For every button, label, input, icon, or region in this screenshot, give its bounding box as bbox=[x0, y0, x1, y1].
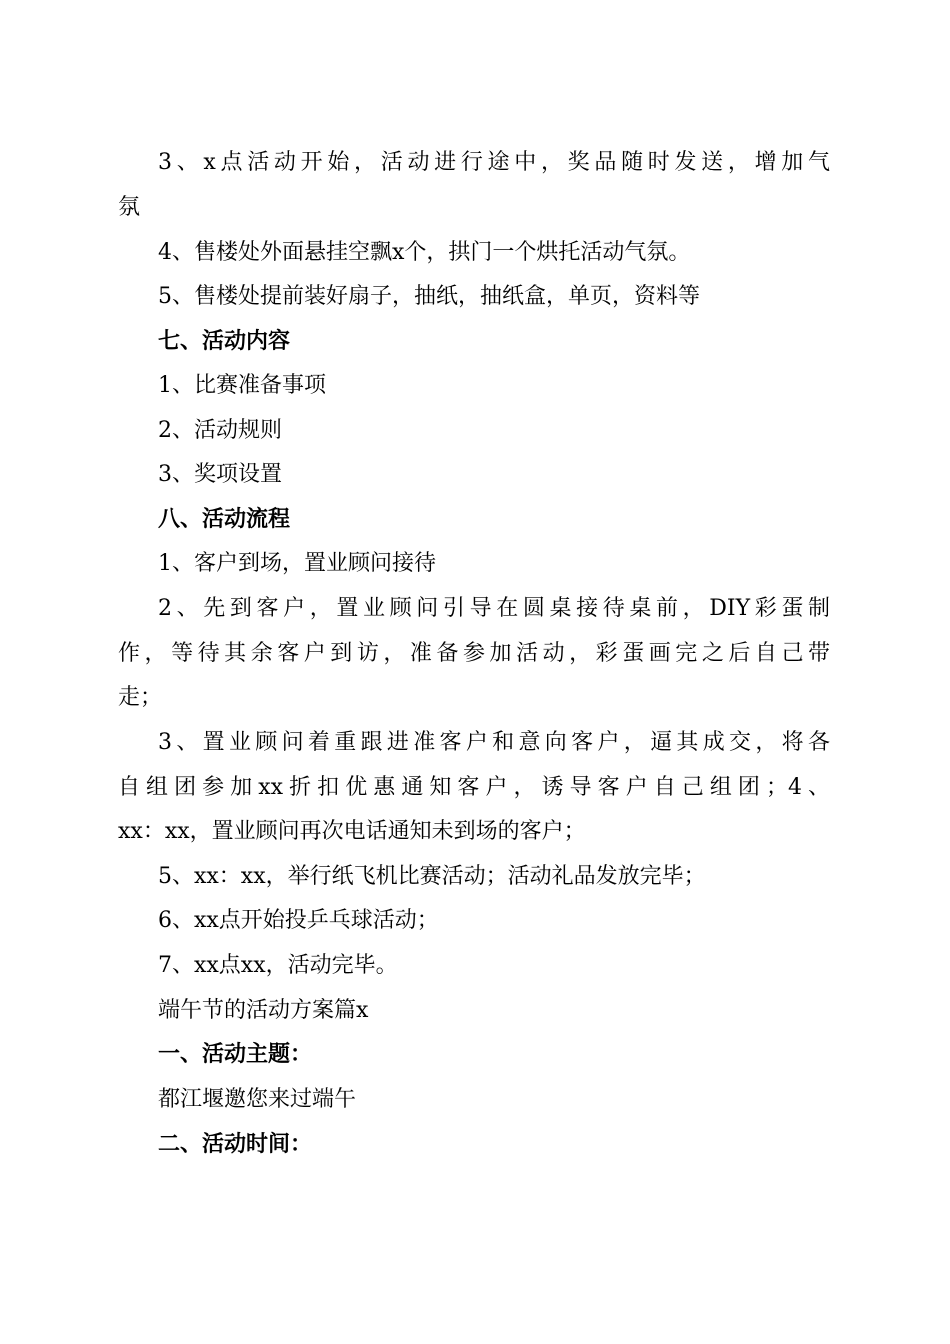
paragraph-line: 都江堰邀您来过端午 bbox=[158, 1087, 357, 1112]
list-item: 2、活动规则 bbox=[158, 418, 282, 443]
section-heading: 七、活动内容 bbox=[158, 329, 291, 354]
subtitle: 端午节的活动方案篇x bbox=[158, 998, 369, 1023]
list-item: 1、比赛准备事项 bbox=[158, 373, 326, 398]
list-item: 1、客户到场，置业顾问接待 bbox=[158, 551, 436, 576]
section-heading: 二、活动时间： bbox=[158, 1132, 313, 1157]
paragraph-line: 5、售楼处提前装好扇子，抽纸，抽纸盒，单页，资料等 bbox=[158, 284, 700, 309]
paragraph-line: 作，等待其余客户到访，准备参加活动，彩蛋画完之后自己带 bbox=[118, 641, 830, 666]
list-item: 5、xx：xx，举行纸飞机比赛活动；活动礼品发放完毕； bbox=[158, 864, 706, 889]
paragraph-line: 走； bbox=[118, 685, 163, 710]
paragraph-line: 4、售楼处外面悬挂空飘x个，拱门一个烘托活动气氛。 bbox=[158, 240, 691, 265]
paragraph-line: 氛 bbox=[118, 195, 141, 220]
paragraph-line: 3、x点活动开始，活动进行途中，奖品随时发送，增加气 bbox=[158, 150, 830, 175]
list-item: 3、奖项设置 bbox=[158, 462, 282, 487]
paragraph-line: xx：xx，置业顾问再次电话通知未到场的客户； bbox=[118, 819, 586, 844]
paragraph-line: 自组团参加xx折扣优惠通知客户，诱导客户自己组团；4、 bbox=[118, 775, 830, 800]
list-item: 6、xx点开始投乒乓球活动； bbox=[158, 908, 439, 933]
paragraph-line: 2、先到客户，置业顾问引导在圆桌接待桌前，DIY彩蛋制 bbox=[158, 596, 830, 621]
paragraph-line: 3、置业顾问着重跟进准客户和意向客户，逼其成交，将各 bbox=[158, 730, 830, 755]
section-heading: 一、活动主题： bbox=[158, 1042, 313, 1067]
section-heading: 八、活动流程 bbox=[158, 507, 291, 532]
list-item: 7、xx点xx，活动完毕。 bbox=[158, 953, 398, 978]
